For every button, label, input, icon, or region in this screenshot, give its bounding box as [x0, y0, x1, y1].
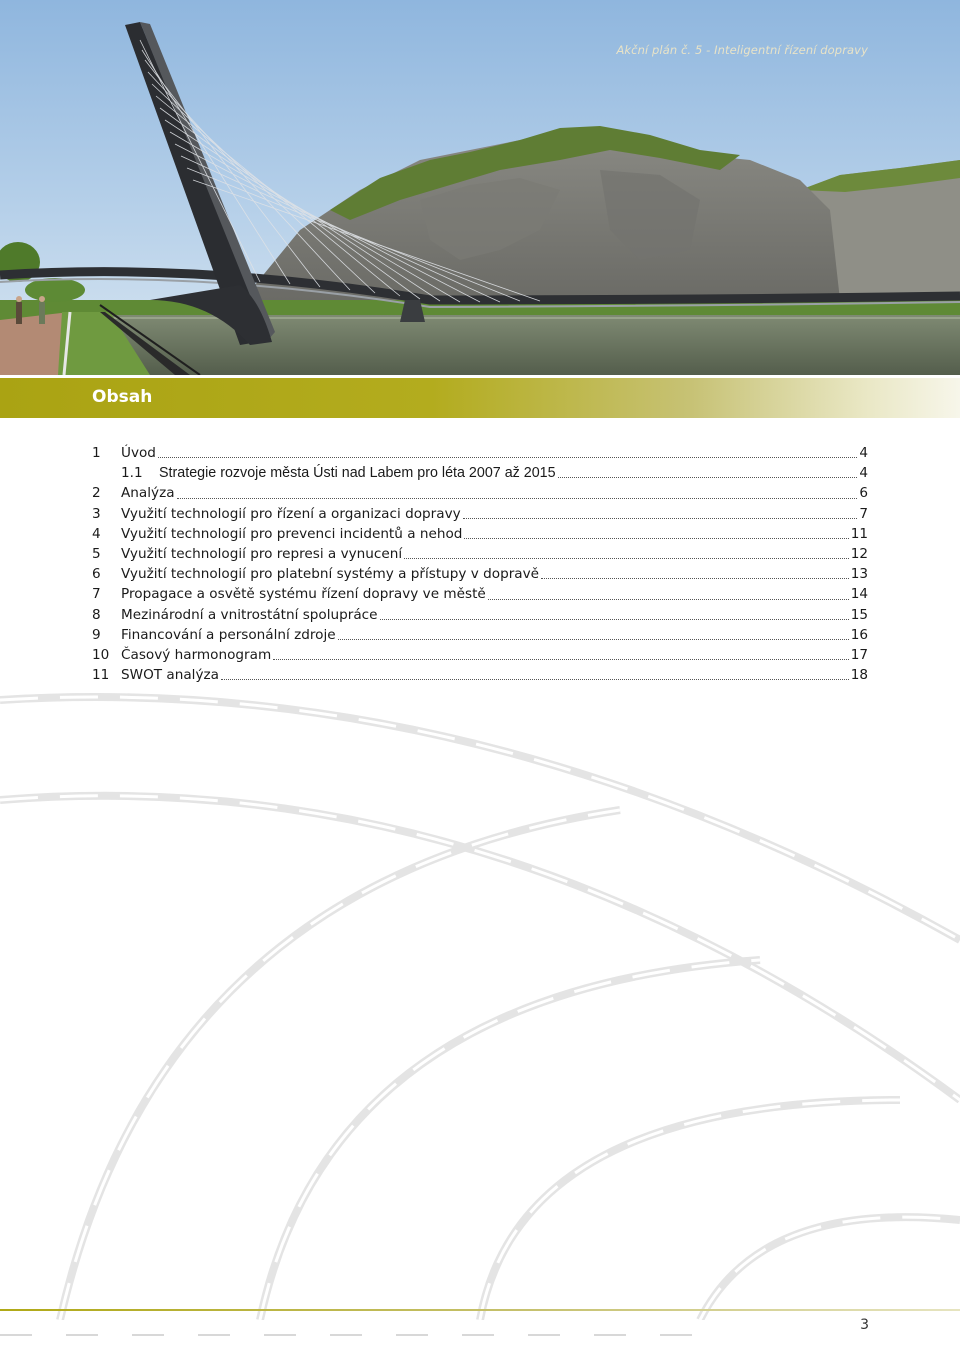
toc-entry-title: Využití technologií pro řízení a organizaci dopravy	[121, 505, 461, 522]
toc-entry-number: 6	[92, 566, 101, 583]
section-bar	[0, 378, 960, 418]
toc-entry-page: 15	[850, 606, 868, 623]
toc-entry-page: 6	[859, 485, 868, 502]
toc-entry[interactable]	[92, 625, 868, 645]
toc-entry-number: 5	[92, 545, 101, 562]
toc-entry-number: 8	[92, 606, 101, 623]
toc-entry-page: 16	[850, 626, 868, 643]
toc-entry-page: 13	[850, 566, 868, 583]
toc-entry-page: 17	[850, 646, 868, 663]
section-title: Obsah	[92, 387, 153, 407]
toc-entry[interactable]	[92, 645, 868, 665]
toc-entry[interactable]	[92, 544, 868, 564]
toc-dot-leader	[541, 577, 849, 579]
toc-entry-title: Analýza	[121, 485, 175, 502]
hero-photo	[0, 0, 960, 375]
toc-entry-number: 3	[92, 505, 101, 522]
toc-entry-title: Využití technologií pro platební systémy a přístupy v dopravě	[121, 566, 540, 583]
toc-entry-number: 7	[92, 586, 101, 603]
toc-entry-number: 2	[92, 485, 101, 502]
toc-entry-page: 4	[859, 445, 868, 461]
toc-entry-page: 11	[850, 525, 868, 542]
toc-entry[interactable]	[92, 524, 868, 544]
toc-entry-number: 1	[92, 445, 101, 461]
toc-entry-page: 14	[850, 586, 868, 603]
toc-entry-title: Financování a personální zdroje	[121, 626, 336, 643]
toc-entry-title: Využití technologií pro represi a vynucení	[121, 545, 403, 562]
toc-dot-leader	[558, 476, 858, 478]
toc-entry-title: SWOT analýza	[121, 667, 219, 684]
toc-entry[interactable]	[92, 504, 868, 524]
toc-dot-leader	[158, 456, 857, 458]
footer-dashed-line	[0, 1330, 960, 1340]
road-pattern-decoration	[0, 680, 960, 1320]
toc-entry[interactable]	[92, 443, 868, 463]
toc-entry-page: 7	[859, 505, 868, 522]
toc-dot-leader	[338, 638, 849, 640]
toc-dot-leader	[273, 658, 848, 660]
toc-entry[interactable]	[92, 605, 868, 625]
toc-dot-leader	[464, 537, 848, 539]
toc-entry-title: Propagace a osvětě systému řízení dopravy ve městě	[121, 586, 486, 603]
toc-entry-number: 10	[92, 646, 110, 663]
toc-entry[interactable]	[92, 483, 868, 503]
toc-entry-title: Strategie rozvoje města Ústi nad Labem pro léta 2007 až 2015	[159, 465, 556, 482]
toc-entry-page: 18	[850, 667, 868, 684]
toc-dot-leader	[488, 598, 849, 600]
toc-entry-title: Úvod	[121, 445, 156, 461]
toc-entry-page: 12	[850, 545, 868, 562]
toc-dot-leader	[463, 517, 858, 519]
toc-entry-title: Využití technologií pro prevenci incidentů a nehod	[121, 525, 463, 542]
toc-entry[interactable]	[92, 584, 868, 604]
footer-stripe	[0, 1309, 960, 1311]
toc-entry-number: 9	[92, 626, 101, 643]
toc-entry-number: 4	[92, 525, 101, 542]
toc-dot-leader	[177, 497, 858, 499]
toc-entry-number: 11	[92, 667, 110, 684]
toc-entry[interactable]	[92, 463, 868, 483]
toc-entry-number: 1.1	[121, 465, 143, 482]
toc-entry-title: Časový harmonogram	[121, 646, 272, 663]
toc-entry[interactable]	[92, 564, 868, 584]
toc-entry-title: Mezinárodní a vnitrostátní spolupráce	[121, 606, 378, 623]
running-header: Akční plán č. 5 - Inteligentní řízení dopravy	[616, 43, 868, 57]
toc-dot-leader	[404, 557, 849, 559]
toc-entry-page: 4	[859, 465, 868, 482]
table-of-contents	[92, 443, 868, 685]
toc-dot-leader	[221, 678, 849, 680]
page-number: 3	[860, 1317, 869, 1333]
toc-entry[interactable]	[92, 665, 868, 685]
toc-dot-leader	[380, 618, 849, 620]
